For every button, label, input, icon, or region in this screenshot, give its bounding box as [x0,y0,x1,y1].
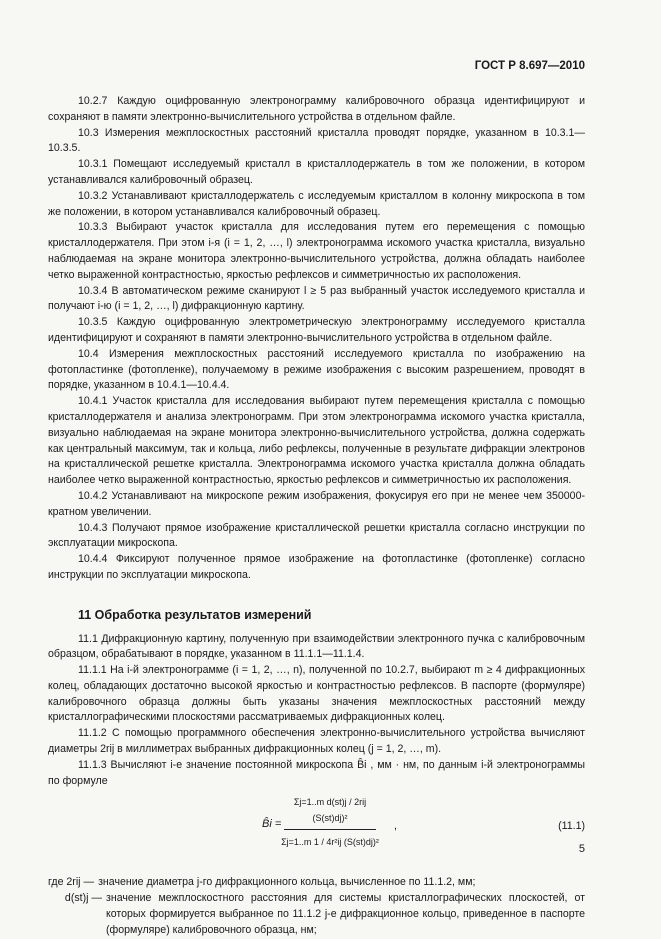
paragraph: 10.4 Измерения межплоскостных расстояний исследуемого кристалла по изображению на фотопластинке (фотопленке), получаемому в режиме изображения с высоким разрешением, проводят в порядке, указанном в 10.4.1—10.4.4. [48,347,585,392]
section-title: 11 Обработка результатов измерений [78,607,312,622]
definition-text: значение межплоскостного расстояния для системы кристаллографических плоскостей, от которых формируется выбранное по 11.1.2 j-е дифракционное кольцо, приведенное в паспорте (формуляре) калибровочного образца, нм; [106,892,585,936]
fraction-bar [284,829,376,830]
formula-comma: , [394,820,397,833]
definition-text: значение диаметра j-го дифракционного кольца, вычисленное по 11.1.2, мм; [98,876,476,889]
page-number: 5 [578,843,585,855]
paragraph: 10.4.1 Участок кристалла для исследования выбирают путем перемещения кристалла с помощью кристаллодержателя и анализа электронограмм. При этом электронограмма искомого участка кристалла, визуально наблюдаемая на экране монитора электронно-вычислительного устройства, должна содержать как центральный максимум, так и кольца, либо рефлексы, полученные в результате дифракции электронов на кристаллической решетке кристалла. Электронограмма искомого участка кристалла должна обладать наиболее четко выраженной контрастностью, яркостью рефлексов и симметричностью их расположения. [48,395,585,487]
paragraph: 10.3.3 Выбирают участок кристалла для исследования путем его перемещения с помощью кристаллодержателя. При этом i-я (i = 1, 2, …, l) электронограмма искомого участка кристалла, визуально наблюдаемая на экране монитора электронно-вычислительного устройства, должна обладать наиболее четко выраженной контрастностью, яркостью рефлексов и симметричностью их расположения. [48,221,585,281]
document-body [48,94,585,939]
formula-numerator: Σj=1..m d(st)j / 2rij (S(st)dj)² [293,797,367,824]
paragraph: 10.2.7 Каждую оцифрованную электронограмму калибровочного образца идентифицируют и сохраняют в памяти электронно-вычислительного устройства в отдельном файле. [48,95,585,123]
formula-lhs: B̂i = [262,818,282,831]
paragraph: 10.3.5 Каждую оцифрованную электрометрическую электронограмму исследуемого кристалла идентифицируют и сохраняют в памяти электронно-вычислительного устройства в отдельном файле. [48,316,585,344]
definition-2rij [48,875,585,891]
paragraph: 11.1.2 С помощью программного обеспечения электронно-вычислительного устройства вычисляют диаметры 2rij в миллиметрах выбранных дифракционных колец (j = 1, 2, …, m). [48,727,585,756]
paragraph: 10.3.1 Помещают исследуемый кристалл в кристаллодержатель в том же положении, в котором устанавливался калибровочный образец. [48,158,585,186]
document-code: ГОСТ Р 8.697—2010 [474,60,585,72]
equation-number: (11.1) [558,820,585,833]
paragraph: 10.3.4 В автоматическом режиме сканируют l ≥ 5 раз выбранный участок исследуемого кристалла и получают i-ю (i = 1, 2, …, l) дифракционную картину. [48,284,585,313]
paragraph: 10.4.4 Фиксируют полученное прямое изображение на фотопластинке (фотопленке) согласно инструкции по эксплуатации микроскопа. [48,553,585,581]
formula-11-1 [48,795,585,871]
paragraph: 10.4.2 Устанавливают на микроскопе режим изображения, фокусируя его при не менее чем 350000-кратном увеличении. [48,489,585,518]
paragraph: 11.1 Дифракционную картину, полученную при взаимодействии электронного пучка с калибровочным образцом, обрабатывают в порядке, указанном в 11.1.1—11.1.4. [48,632,585,661]
paragraph: 11.1.1 На i-й электронограмме (i = 1, 2, …, n), полученной по 10.2.7, выбирают m ≥ 4 дифракционных колец, обладающих достаточно высокой яркостью и контрастностью рефлексов. В паспорте (формуляре) калибровочного образца должны быть указаны значения межплоскостных расстояний между кристаллографическими плоскостями рассматриваемых дифракционных колец. [48,664,585,724]
paragraph: 10.3 Измерения межплоскостных расстояний кристалла проводят порядке, указанном в 10.3.1—10.3.5. [48,126,585,155]
formula-denominator: Σj=1..m 1 / 4r²ij (S(st)dj)² [281,837,379,848]
definition-symbol: d(st)j — [64,892,102,905]
definition-symbol: где 2rij — [48,876,95,889]
paragraph: 10.4.3 Получают прямое изображение кристаллической решетки кристалла согласно инструкции по эксплуатации микроскопа. [48,521,585,550]
paragraph: 11.1.3 Вычисляют i-е значение постоянной микроскопа B̂i , мм · нм, по данным i-й электронограммы по формуле [48,758,585,787]
paragraph: 10.3.2 Устанавливают кристаллодержатель с исследуемым кристаллом в колонну микроскопа в том же положении, в котором устанавливался калибровочный образец. [48,189,585,218]
definition-dj [48,891,585,938]
